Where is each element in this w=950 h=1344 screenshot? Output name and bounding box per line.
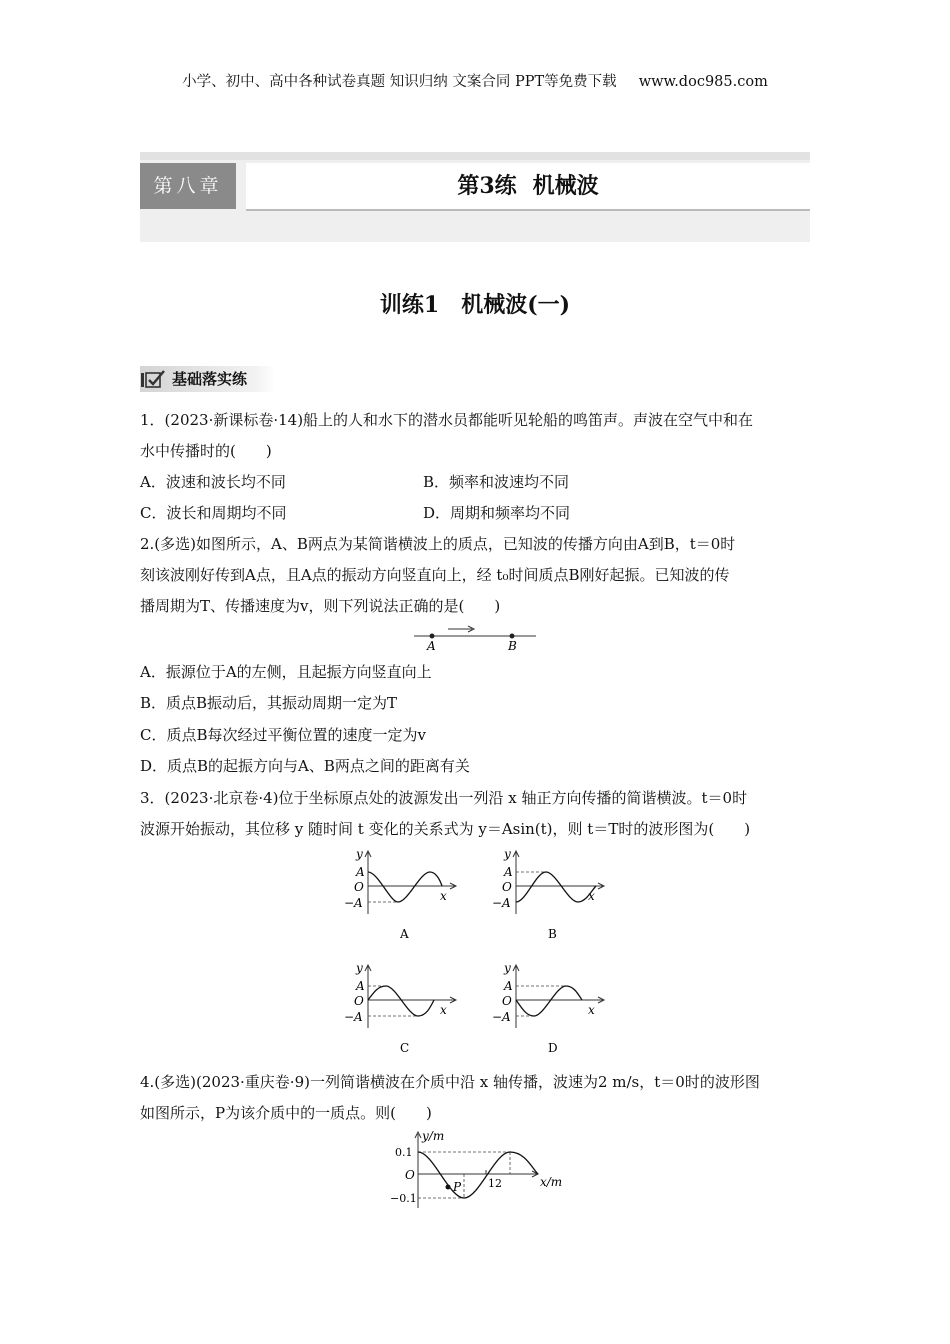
q3-caption: A (400, 927, 409, 941)
q2-label-a: A (427, 639, 436, 653)
q3-axis-y-label: y (356, 961, 363, 975)
chapter-band-top (140, 152, 810, 160)
q3-axis-a-label: A (504, 979, 513, 993)
q2-point-a (430, 634, 435, 639)
q2-option-b: B．质点B振动后，其振动周期一定为T (140, 694, 398, 712)
q2-stem-line1: 2.(多选)如图所示，A、B两点为某简谐横波上的质点，已知波的传播方向由A到B，t＝0时 (140, 535, 736, 553)
q3-axis-y-label: y (356, 847, 363, 861)
q4-xlabel: x/m (540, 1175, 563, 1189)
q3-axis-o-label: O (502, 994, 512, 1008)
q3-axis-a-label: A (356, 979, 365, 993)
q3-wave-curve (516, 986, 582, 1016)
q4-stem-line1: 4.(多选)(2023·重庆卷·9)一列简谐横波在介质中沿 x 轴传播，波速为2 m/s，t＝0时的波形图 (140, 1073, 760, 1091)
q3-graph-a[interactable] (330, 844, 470, 952)
chapter-title-num: 第3练 (457, 173, 517, 199)
q2-option-d: D．质点B的起振方向与A、B两点之间的距离有关 (140, 757, 470, 775)
q4-label-top: 0.1 (395, 1146, 413, 1159)
chapter-title-name: 机械波 (532, 173, 599, 199)
q3-axis-nega-label: −A (492, 1010, 511, 1024)
q3-axis-nega-label: −A (344, 1010, 363, 1024)
q1-option-c: C．波长和周期均不同 (140, 504, 287, 522)
q3-axis-nega-label: −A (492, 896, 511, 910)
q2-option-c: C．质点B每次经过平衡位置的速度一定为v (140, 726, 426, 744)
page-title: 训练1 机械波(一) (379, 292, 571, 318)
chapter-label: 第八章 (140, 163, 236, 209)
page-header (0, 70, 950, 91)
q4-wave-figure (380, 1128, 570, 1210)
q3-axis-nega-label: −A (344, 896, 363, 910)
q2-point-b (510, 634, 515, 639)
q1-option-d: D．周期和频率均不同 (423, 504, 571, 522)
q4-label-tick: 12 (488, 1177, 502, 1190)
chapter-title (246, 163, 810, 211)
q4-ylabel: y/m (422, 1129, 445, 1143)
q3-wave-curve (516, 872, 596, 902)
q3-caption: C (400, 1041, 410, 1055)
q1-stem-line1: 1．(2023·新课标卷·14)船上的人和水下的潜水员都能听见轮船的鸣笛声。声波在空气中和在 (140, 411, 754, 429)
header-site[interactable]: www.doc985.com (638, 74, 768, 90)
q3-wave-curve (368, 872, 442, 902)
q4-label-origin: O (405, 1168, 415, 1182)
q3-caption: D (548, 1041, 558, 1055)
q4-label-p: P (453, 1180, 462, 1194)
q3-stem-line2: 波源开始振动，其位移 y 随时间 t 变化的关系式为 y＝Asin(t)，则 t＝T时的波形图为( ) (140, 820, 751, 838)
q1-option-b: B．频率和波速均不同 (423, 473, 570, 491)
q3-axis-o-label: O (354, 994, 364, 1008)
q1-option-a: A．波速和波长均不同 (140, 473, 286, 491)
q3-axis-o-label: O (354, 880, 364, 894)
q4-wave-curve (418, 1152, 538, 1198)
q3-axis-y-label: y (504, 961, 511, 975)
q3-caption: B (548, 927, 557, 941)
q3-wave-curve (368, 986, 434, 1016)
q2-stem-line3: 播周期为T、传播速度为v，则下列说法正确的是( ) (140, 597, 501, 615)
section-heading (140, 366, 276, 392)
q3-stem-line1: 3．(2023·北京卷·4)位于坐标原点处的波源发出一列沿 x 轴正方向传播的简谐横波。t＝0时 (140, 789, 748, 807)
q2-figure (410, 624, 540, 654)
checklist-icon (140, 369, 166, 389)
q3-graph-d[interactable] (478, 958, 618, 1066)
q4-stem-line2: 如图所示，P为该介质中的一质点。则( ) (140, 1104, 432, 1122)
q3-axis-x-label: x (588, 889, 595, 903)
q3-graph-c[interactable] (330, 958, 470, 1066)
q3-axis-x-label: x (440, 889, 447, 903)
q2-label-b: B (508, 639, 517, 653)
q3-axis-x-label: x (588, 1003, 595, 1017)
q2-option-a: A．振源位于A的左侧，且起振方向竖直向上 (140, 663, 432, 681)
q3-graph-b[interactable] (478, 844, 618, 952)
q3-axis-x-label: x (440, 1003, 447, 1017)
q1-stem-line2: 水中传播时的( ) (140, 442, 272, 460)
q3-axis-y-label: y (504, 847, 511, 861)
q3-axis-a-label: A (504, 865, 513, 879)
header-text: 小学、初中、高中各种试卷真题 知识归纳 文案合同 PPT等免费下载 (182, 74, 617, 90)
section-label: 基础落实练 (172, 370, 248, 388)
q3-axis-o-label: O (502, 880, 512, 894)
q4-label-bottom: −0.1 (390, 1192, 417, 1205)
q4-point-p (446, 1185, 451, 1190)
q2-stem-line2: 刻该波刚好传到A点，且A点的振动方向竖直向上，经 t₀时间质点B刚好起振。已知波的传 (140, 566, 730, 584)
q3-axis-a-label: A (356, 865, 365, 879)
